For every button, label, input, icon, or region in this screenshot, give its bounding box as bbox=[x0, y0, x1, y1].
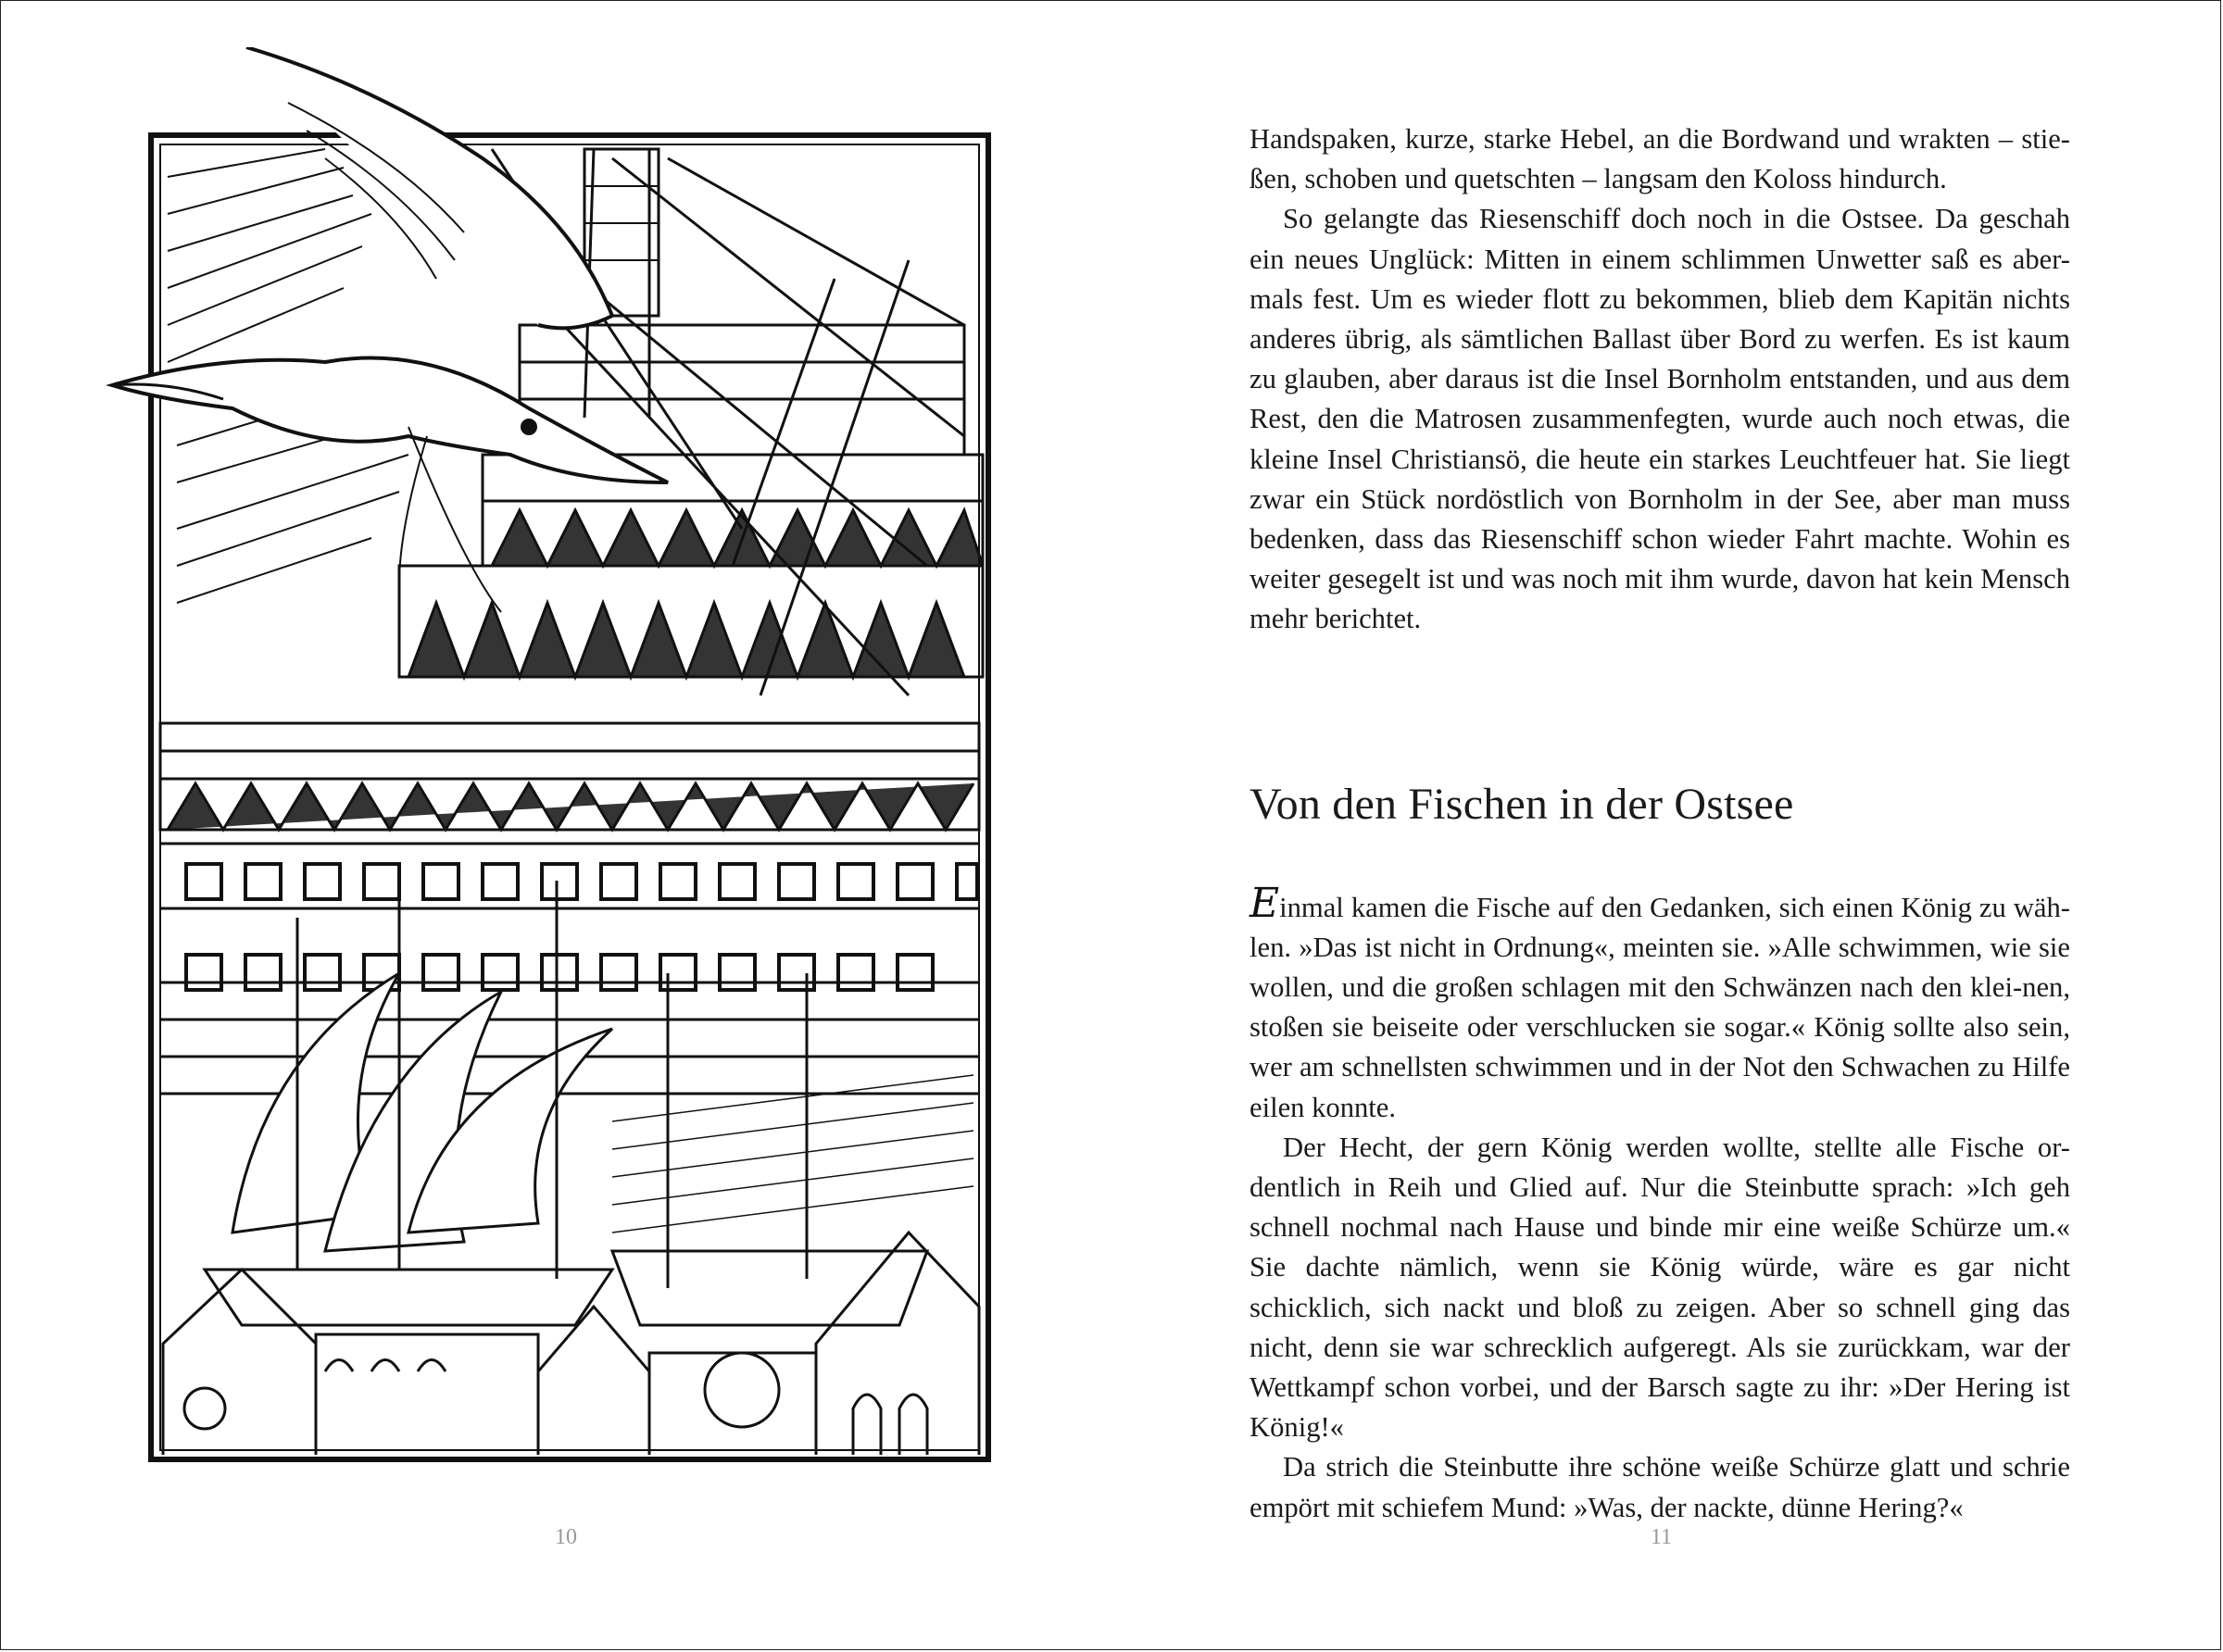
chapter-heading: Von den Fischen in der Ostsee bbox=[1250, 779, 1794, 829]
paragraph-hecht: Der Hecht, der gern König werden wollte, stellte alle Fische or-dentlich in Reih und Glied auf. Nur die Steinbutte sprach: »Ich geh schnell nochmal nach Hause und binde mir eine weiße Schürze um.« Sie dachte nämlich, wenn sie König würde, wäre es gar nicht schicklich, sich nackt und bloß zu zeigen. Aber so schnell ging das nicht, denn sie war schrecklich aufgeregt. Als sie zurückkam, war der Wettkampf schon vorbei, und der Barsch sagte zu ihr: »Der Hering ist König!« bbox=[1250, 1131, 2070, 1444]
drop-cap: E bbox=[1250, 879, 1280, 927]
harbour-town bbox=[163, 1233, 979, 1455]
illustration-svg bbox=[94, 47, 1001, 1473]
paragraph-fish-intro bbox=[1250, 879, 2070, 1128]
sailing-ships bbox=[205, 881, 927, 1325]
paragraph-fish-intro-text: inmal kamen die Fische auf den Gedanken, sich einen König zu wäh-len. »Das ist nicht in Ordnung«, meinten sie. »Alle schwimmen, wie sie wollen, und die großen schlagen mit den Schwänzen nach den klei-nen, stoßen sie beiseite oder verschlucken sie sogar.« König sollte also sein, wer am schnellsten schwimmen und in der Not den Schwachen zu Hilfe eilen konnte. bbox=[1250, 891, 2070, 1123]
ship-hull bbox=[160, 723, 979, 1094]
portholes bbox=[186, 864, 977, 990]
illustration-frame bbox=[151, 135, 988, 1459]
paragraph-steinbutte: Da strich die Steinbutte ihre schöne weiße Schürze glatt und schrie empört mit schiefem Mund: »Was, der nackte, dünne Hering?« bbox=[1250, 1451, 2070, 1523]
illustration-inner-frame bbox=[160, 144, 979, 1450]
page-number-left: 10 bbox=[555, 1525, 577, 1549]
ship-superstructure bbox=[399, 325, 983, 677]
paragraph-ship-end: Handspaken, kurze, starke Hebel, an die Bordwand und wrakten – stie-ßen, schoben und quetschten – langsam den Koloss hindurch. bbox=[1250, 123, 2070, 195]
text-column bbox=[1250, 119, 2070, 1528]
left-page bbox=[1, 1, 1112, 1649]
paragraph-bornholm: So gelangte das Riesenschiff doch noch in die Ostsee. Da geschah ein neues Unglück: Mitten in einem schlimmen Unwetter saß es aber-mals fest. Um es wieder flott zu bekommen, blieb dem Kapitän nichts anderes übrig, als sämtlichen Ballast über Bord zu werfen. Es ist kaum zu glauben, aber daraus ist die Insel Bornholm entstanden, und aus dem Rest, den die Matrosen zusammenfegten, wurde auch noch etwas, die kleine Insel Christiansö, die heute ein starkes Leuchtfeuer hat. Sie liegt zwar ein Stück nordöstlich von Bornholm in der See, aber man muss bedenken, dass das Riesenschiff schon wieder Fahrt machte. Wohin es weiter gesegelt ist und was noch mit ihm wurde, davon hat kein Mensch mehr berichtet. bbox=[1250, 203, 2070, 635]
page-number-right: 11 bbox=[1651, 1525, 1673, 1549]
gull-over-ship-illustration bbox=[94, 47, 1001, 1473]
right-page bbox=[1112, 1, 2222, 1649]
